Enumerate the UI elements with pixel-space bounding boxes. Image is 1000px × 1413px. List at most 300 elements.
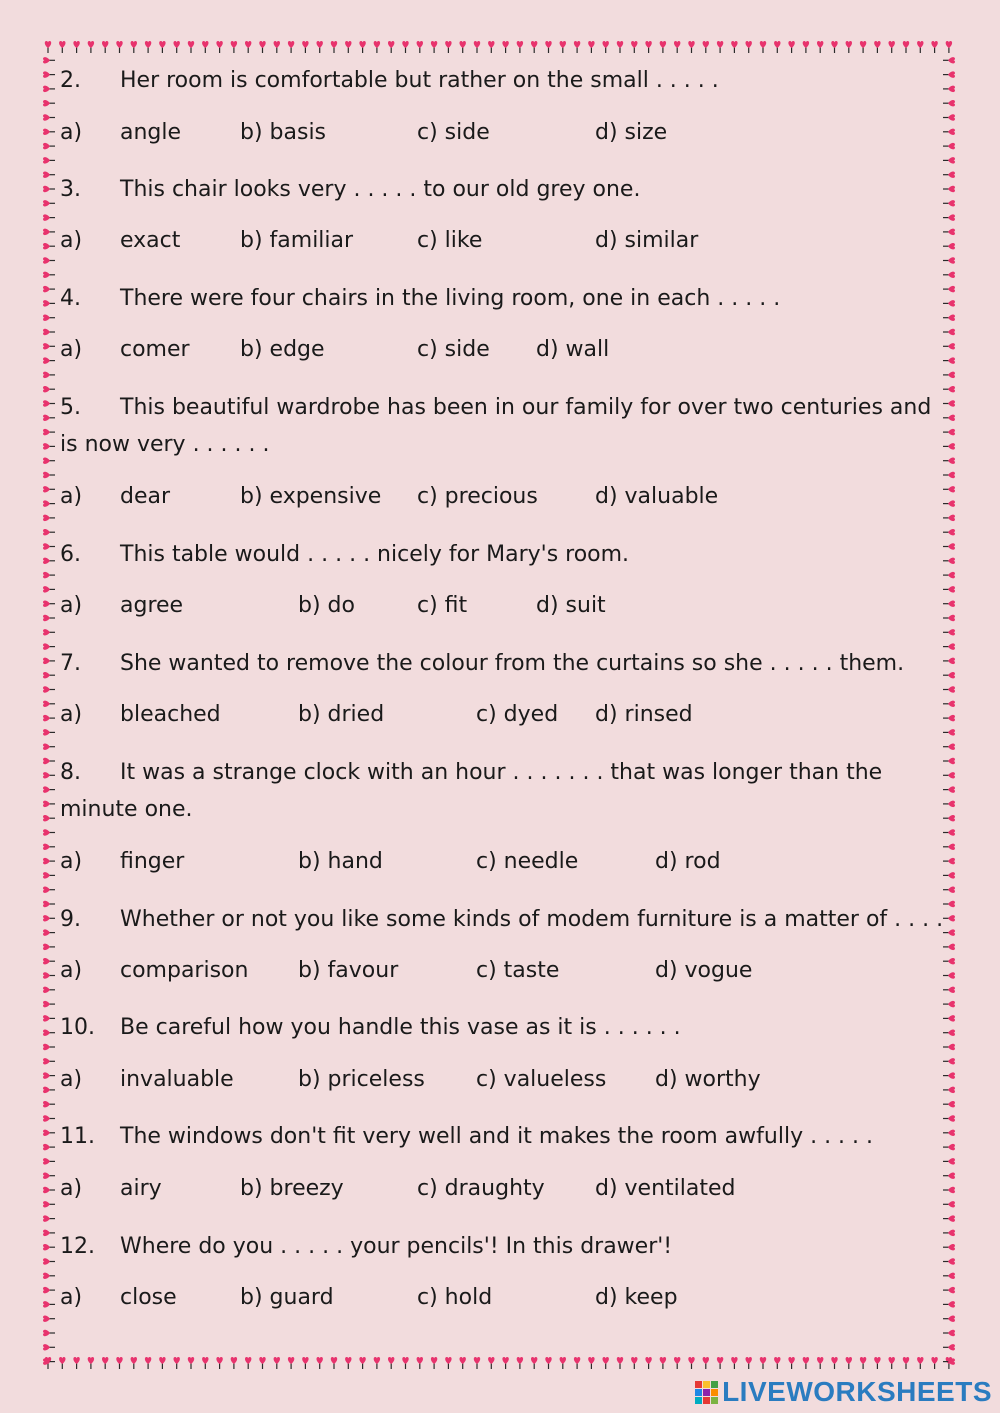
heart-pin-icon — [943, 829, 955, 835]
heart-pin-icon — [145, 1357, 151, 1369]
heart-pin-icon — [545, 41, 551, 53]
heart-pin-icon — [943, 314, 955, 320]
heart-pin-icon — [943, 729, 955, 735]
option-a-letter: a) — [60, 120, 83, 145]
heart-pin-icon — [316, 41, 322, 53]
heart-pin-icon — [43, 1001, 55, 1007]
answer-option: d) ventilated — [595, 1176, 736, 1201]
heart-pin-icon — [560, 41, 566, 53]
answer-option: d) vogue — [655, 958, 753, 983]
heart-pin-icon — [943, 844, 955, 850]
heart-pin-icon — [43, 200, 55, 206]
option-a-letter: a) — [60, 228, 83, 253]
heart-pin-icon — [43, 314, 55, 320]
heart-pin-icon — [943, 944, 955, 950]
answer-option: d) wall — [536, 337, 610, 362]
answer-option: b) basis — [240, 120, 327, 145]
answer-option: d) valuable — [595, 484, 719, 509]
question-number: 7. — [60, 651, 81, 676]
answer-option: dear — [120, 484, 171, 509]
heart-pin-icon — [43, 729, 55, 735]
question-number: 6. — [60, 542, 81, 567]
heart-pin-icon — [43, 1072, 55, 1078]
question-text: This chair looks very . . . . . to our old grey one. — [120, 177, 641, 202]
heart-pin-icon — [43, 586, 55, 592]
heart-pin-icon — [43, 243, 55, 249]
heart-pin-icon — [43, 1258, 55, 1264]
heart-pin-icon — [43, 57, 55, 63]
heart-pin-icon — [43, 1201, 55, 1207]
heart-pin-icon — [43, 1344, 55, 1350]
heart-pin-icon — [617, 1357, 623, 1369]
heart-pin-icon — [888, 1357, 894, 1369]
heart-pin-icon — [860, 1357, 866, 1369]
heart-pin-icon — [943, 1072, 955, 1078]
answer-option: exact — [120, 228, 181, 253]
heart-pin-icon — [43, 300, 55, 306]
heart-pin-icon — [943, 257, 955, 263]
heart-pin-icon — [943, 229, 955, 235]
heart-pin-icon — [760, 1357, 766, 1369]
heart-pin-icon — [745, 1357, 751, 1369]
question-text-continued: minute one. — [60, 797, 193, 822]
heart-pin-icon — [917, 41, 923, 53]
option-a-letter: a) — [60, 593, 83, 618]
heart-pin-icon — [43, 1187, 55, 1193]
heart-pin-icon — [943, 200, 955, 206]
heart-pin-icon — [474, 41, 480, 53]
answer-option: b) hand — [298, 849, 383, 874]
heart-pin-icon — [943, 429, 955, 435]
heart-pin-icon — [173, 1357, 179, 1369]
heart-pin-icon — [846, 1357, 852, 1369]
answer-option: invaluable — [120, 1067, 234, 1092]
heart-pin-icon — [943, 1029, 955, 1035]
heart-pin-icon — [188, 41, 194, 53]
heart-pin-icon — [374, 41, 380, 53]
heart-pin-icon — [788, 1357, 794, 1369]
heart-pin-icon — [943, 1273, 955, 1279]
heart-pin-icon — [43, 858, 55, 864]
heart-pin-icon — [943, 1001, 955, 1007]
answer-option: c) side — [417, 337, 490, 362]
heart-pin-icon — [831, 1357, 837, 1369]
answer-option: c) hold — [417, 1285, 493, 1310]
heart-pin-icon — [943, 701, 955, 707]
heart-pin-icon — [488, 1357, 494, 1369]
heart-pin-icon — [43, 329, 55, 335]
heart-pin-icon — [703, 41, 709, 53]
heart-pin-icon — [943, 186, 955, 192]
heart-pin-icon — [73, 1357, 79, 1369]
heart-pin-icon — [688, 1357, 694, 1369]
heart-pin-icon — [943, 958, 955, 964]
heart-pin-icon — [943, 1144, 955, 1150]
heart-pin-icon — [943, 743, 955, 749]
heart-pin-icon — [946, 41, 952, 53]
heart-pin-icon — [574, 1357, 580, 1369]
heart-pin-icon — [43, 929, 55, 935]
heart-pin-icon — [760, 41, 766, 53]
heart-pin-icon — [431, 1357, 437, 1369]
heart-pin-icon — [43, 171, 55, 177]
heart-pin-icon — [731, 41, 737, 53]
heart-pin-icon — [674, 41, 680, 53]
heart-pin-icon — [43, 1158, 55, 1164]
answer-option: c) precious — [417, 484, 538, 509]
heart-pin-icon — [43, 801, 55, 807]
heart-pin-icon — [846, 41, 852, 53]
heart-pin-icon — [943, 386, 955, 392]
answer-option: comer — [120, 337, 190, 362]
heart-pin-icon — [43, 758, 55, 764]
heart-pin-icon — [59, 41, 65, 53]
heart-pin-icon — [860, 41, 866, 53]
heart-pin-icon — [43, 543, 55, 549]
heart-pin-icon — [617, 41, 623, 53]
heart-pin-icon — [517, 41, 523, 53]
heart-pin-icon — [43, 972, 55, 978]
heart-pin-icon — [145, 41, 151, 53]
heart-pin-icon — [943, 357, 955, 363]
heart-pin-icon — [459, 1357, 465, 1369]
heart-pin-icon — [359, 41, 365, 53]
answer-option: b) breezy — [240, 1176, 344, 1201]
heart-pin-icon — [43, 672, 55, 678]
heart-pin-icon — [717, 1357, 723, 1369]
heart-pin-icon — [43, 257, 55, 263]
answer-option: d) size — [595, 120, 668, 145]
heart-pin-icon — [943, 443, 955, 449]
question-text: This table would . . . . . nicely for Mary's room. — [120, 542, 630, 567]
heart-pin-icon — [345, 1357, 351, 1369]
answer-option: c) like — [417, 228, 483, 253]
heart-pin-icon — [943, 1130, 955, 1136]
heart-pin-icon — [943, 1201, 955, 1207]
answer-option: b) edge — [240, 337, 325, 362]
heart-pin-icon — [43, 1172, 55, 1178]
option-a-letter: a) — [60, 1285, 83, 1310]
heart-pin-icon — [43, 500, 55, 506]
question-number: 5. — [60, 395, 81, 420]
heart-pin-icon — [943, 171, 955, 177]
heart-pin-icon — [717, 41, 723, 53]
heart-pin-icon — [445, 41, 451, 53]
heart-pin-icon — [943, 1115, 955, 1121]
heart-pin-icon — [231, 41, 237, 53]
heart-pin-icon — [43, 701, 55, 707]
heart-pin-icon — [931, 41, 937, 53]
heart-pin-icon — [43, 71, 55, 77]
answer-option: c) side — [417, 120, 490, 145]
heart-pin-icon — [43, 915, 55, 921]
heart-pin-icon — [943, 243, 955, 249]
answer-option: c) fit — [417, 593, 468, 618]
heart-pin-icon — [43, 1029, 55, 1035]
heart-pin-icon — [602, 1357, 608, 1369]
answer-option: b) do — [298, 593, 355, 618]
liveworksheets-grid-icon — [695, 1381, 718, 1404]
heart-pin-icon — [43, 343, 55, 349]
answer-option: c) draughty — [417, 1176, 545, 1201]
answer-option: angle — [120, 120, 182, 145]
heart-pin-icon — [517, 1357, 523, 1369]
answer-option: c) taste — [476, 958, 560, 983]
heart-pin-icon — [943, 1172, 955, 1178]
answer-option: c) dyed — [476, 702, 559, 727]
heart-pin-icon — [102, 1357, 108, 1369]
question-text-continued: is now very . . . . . . — [60, 432, 270, 457]
heart-pin-icon — [917, 1357, 923, 1369]
heart-pin-icon — [943, 1187, 955, 1193]
heart-pin-icon — [943, 615, 955, 621]
heart-pin-icon — [943, 529, 955, 535]
heart-pin-icon — [131, 1357, 137, 1369]
liveworksheets-watermark — [695, 1375, 992, 1409]
heart-pin-icon — [531, 1357, 537, 1369]
heart-pin-icon — [43, 357, 55, 363]
answer-option: c) needle — [476, 849, 579, 874]
answer-option: b) priceless — [298, 1067, 425, 1092]
heart-pin-icon — [43, 400, 55, 406]
heart-pin-icon — [43, 1273, 55, 1279]
heart-pin-icon — [131, 41, 137, 53]
heart-pin-icon — [943, 86, 955, 92]
answer-option: airy — [120, 1176, 162, 1201]
heart-pin-icon — [831, 41, 837, 53]
option-a-letter: a) — [60, 484, 83, 509]
heart-pin-icon — [660, 1357, 666, 1369]
heart-pin-icon — [245, 41, 251, 53]
heart-pin-icon — [43, 815, 55, 821]
heart-pin-icon — [45, 41, 51, 53]
heart-pin-icon — [43, 743, 55, 749]
heart-pin-icon — [502, 41, 508, 53]
heart-pin-icon — [943, 786, 955, 792]
heart-pin-icon — [943, 1215, 955, 1221]
heart-pin-icon — [943, 901, 955, 907]
heart-pin-icon — [43, 100, 55, 106]
heart-pin-icon — [703, 1357, 709, 1369]
option-a-letter: a) — [60, 958, 83, 983]
heart-pin-icon — [943, 500, 955, 506]
heart-pin-icon — [43, 129, 55, 135]
heart-pin-icon — [943, 586, 955, 592]
heart-pin-icon — [560, 1357, 566, 1369]
heart-pin-icon — [943, 672, 955, 678]
heart-pin-icon — [417, 41, 423, 53]
watermark-text: LIVEWORKSHEETS — [722, 1376, 992, 1407]
heart-pin-icon — [488, 41, 494, 53]
heart-pin-icon — [943, 815, 955, 821]
heart-pin-icon — [345, 41, 351, 53]
heart-pin-icon — [173, 41, 179, 53]
heart-pin-icon — [43, 715, 55, 721]
heart-pin-icon — [943, 972, 955, 978]
answer-option: d) keep — [595, 1285, 678, 1310]
heart-pin-icon — [43, 286, 55, 292]
heart-pin-icon — [73, 41, 79, 53]
heart-pin-icon — [43, 1087, 55, 1093]
heart-pin-icon — [774, 41, 780, 53]
heart-pin-icon — [43, 558, 55, 564]
heart-pin-icon — [402, 41, 408, 53]
heart-pin-icon — [43, 515, 55, 521]
heart-pin-icon — [43, 944, 55, 950]
answer-option: d) suit — [536, 593, 606, 618]
heart-pin-icon — [216, 41, 222, 53]
heart-pin-icon — [43, 472, 55, 478]
answer-option: b) expensive — [240, 484, 382, 509]
heart-pin-icon — [943, 272, 955, 278]
heart-pin-icon — [943, 915, 955, 921]
heart-pin-icon — [943, 1044, 955, 1050]
heart-pin-icon — [803, 1357, 809, 1369]
heart-pin-icon — [43, 1230, 55, 1236]
heart-pin-icon — [288, 41, 294, 53]
heart-pin-icon — [116, 41, 122, 53]
answer-option: d) similar — [595, 228, 699, 253]
heart-pin-icon — [943, 872, 955, 878]
heart-pin-icon — [417, 1357, 423, 1369]
heart-pin-icon — [943, 886, 955, 892]
question-number: 8. — [60, 760, 81, 785]
heart-pin-icon — [943, 71, 955, 77]
heart-pin-icon — [43, 1287, 55, 1293]
heart-pin-icon — [943, 1258, 955, 1264]
heart-pin-icon — [943, 343, 955, 349]
heart-pin-icon — [943, 1344, 955, 1350]
heart-pin-icon — [274, 41, 280, 53]
heart-pin-icon — [943, 143, 955, 149]
question-text: Where do you . . . . . your pencils'! In this drawer'! — [120, 1234, 673, 1259]
heart-pin-icon — [259, 41, 265, 53]
answer-option: finger — [120, 849, 185, 874]
option-a-letter: a) — [60, 849, 83, 874]
heart-pin-icon — [43, 429, 55, 435]
heart-pin-icon — [374, 1357, 380, 1369]
heart-pin-icon — [43, 415, 55, 421]
heart-pin-icon — [59, 1357, 65, 1369]
heart-pin-icon — [502, 1357, 508, 1369]
heart-pin-icon — [88, 41, 94, 53]
heart-pin-icon — [43, 958, 55, 964]
heart-pin-icon — [43, 229, 55, 235]
heart-pin-icon — [43, 372, 55, 378]
heart-pin-icon — [943, 472, 955, 478]
answer-option: d) rinsed — [595, 702, 693, 727]
option-a-letter: a) — [60, 702, 83, 727]
heart-pin-icon — [474, 1357, 480, 1369]
heart-pin-icon — [943, 600, 955, 606]
heart-pin-icon — [43, 572, 55, 578]
heart-pin-icon — [943, 329, 955, 335]
heart-pin-icon — [531, 41, 537, 53]
heart-pin-icon — [43, 872, 55, 878]
heart-pin-icon — [731, 1357, 737, 1369]
heart-pin-icon — [943, 400, 955, 406]
question-number: 4. — [60, 286, 81, 311]
heart-pin-icon — [43, 214, 55, 220]
heart-pin-icon — [43, 629, 55, 635]
answer-option: close — [120, 1285, 177, 1310]
option-a-letter: a) — [60, 337, 83, 362]
heart-pin-icon — [43, 901, 55, 907]
heart-pin-icon — [903, 1357, 909, 1369]
heart-pin-icon — [302, 1357, 308, 1369]
heart-pin-icon — [43, 1315, 55, 1321]
heart-pin-icon — [943, 1230, 955, 1236]
answer-option: d) rod — [655, 849, 721, 874]
heart-pin-icon — [943, 286, 955, 292]
heart-pin-icon — [943, 801, 955, 807]
answer-option: d) worthy — [655, 1067, 761, 1092]
heart-pin-icon — [943, 858, 955, 864]
heart-pin-icon — [388, 1357, 394, 1369]
heart-pin-icon — [43, 1144, 55, 1150]
heart-pin-icon — [302, 41, 308, 53]
question-text: This beautiful wardrobe has been in our family for over two centuries and — [120, 395, 932, 420]
heart-pin-icon — [43, 143, 55, 149]
heart-pin-icon — [43, 457, 55, 463]
heart-pin-icon — [43, 772, 55, 778]
heart-pin-icon — [43, 1058, 55, 1064]
heart-pin-icon — [588, 41, 594, 53]
heart-pin-icon — [943, 372, 955, 378]
heart-pin-icon — [359, 1357, 365, 1369]
heart-pin-icon — [943, 758, 955, 764]
option-a-letter: a) — [60, 1067, 83, 1092]
heart-pin-icon — [943, 300, 955, 306]
heart-pin-icon — [102, 41, 108, 53]
heart-pin-icon — [402, 1357, 408, 1369]
heart-pin-icon — [331, 1357, 337, 1369]
heart-pin-icon — [43, 114, 55, 120]
question-number: 12. — [60, 1234, 95, 1259]
heart-pin-icon — [245, 1357, 251, 1369]
question-text: Whether or not you like some kinds of modem furniture is a matter of . . . . — [120, 907, 944, 932]
heart-pin-icon — [43, 1044, 55, 1050]
heart-pin-icon — [660, 41, 666, 53]
heart-pin-icon — [943, 572, 955, 578]
heart-pin-icon — [43, 1215, 55, 1221]
heart-pin-icon — [688, 41, 694, 53]
question-number: 2. — [60, 68, 81, 93]
heart-pin-icon — [288, 1357, 294, 1369]
heart-pin-icon — [631, 41, 637, 53]
heart-pin-icon — [943, 415, 955, 421]
heart-pin-icon — [943, 1101, 955, 1107]
heart-pin-icon — [943, 100, 955, 106]
heart-pin-icon — [388, 41, 394, 53]
heart-pin-icon — [545, 1357, 551, 1369]
heart-pin-icon — [943, 686, 955, 692]
question-number: 9. — [60, 907, 81, 932]
heart-pin-icon — [943, 1315, 955, 1321]
answer-option: b) familiar — [240, 228, 354, 253]
heart-pin-icon — [43, 886, 55, 892]
question-text: Her room is comfortable but rather on the small . . . . . — [120, 68, 719, 93]
heart-pin-icon — [116, 1357, 122, 1369]
answer-option: comparison — [120, 958, 249, 983]
heart-pin-icon — [588, 1357, 594, 1369]
heart-pin-icon — [43, 658, 55, 664]
heart-pin-icon — [43, 86, 55, 92]
heart-pin-icon — [943, 486, 955, 492]
question-text: The windows don't fit very well and it makes the room awfully . . . . . — [120, 1124, 874, 1149]
question-text: Be careful how you handle this vase as it is . . . . . . — [120, 1015, 681, 1040]
answer-option: b) favour — [298, 958, 399, 983]
